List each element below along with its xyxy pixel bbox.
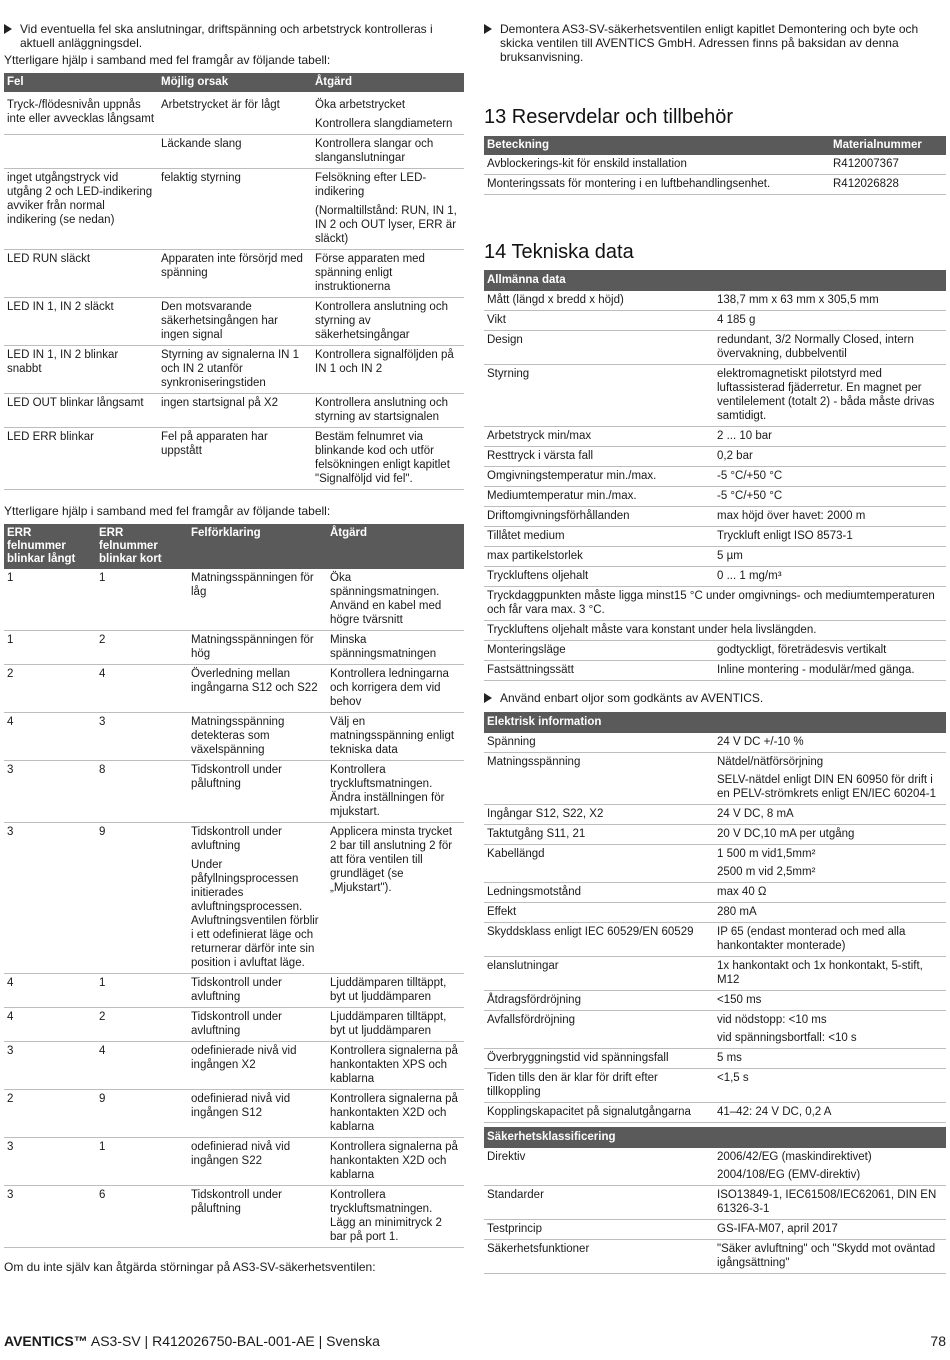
- table-row: [484, 447, 946, 467]
- value-text: 1 500 m vid1,5mm²: [717, 848, 816, 860]
- table-cell: 4: [96, 1042, 188, 1090]
- table-cell: Åtdragsfördröjning: [484, 991, 714, 1011]
- table-cell: 4: [96, 665, 188, 713]
- value-text-extra: 2004/108/EG (EMV-direktiv): [717, 1169, 861, 1181]
- table-row: [484, 883, 946, 903]
- table-cell: 4: [4, 974, 96, 1008]
- cell-text-extra: Under påfyllningsprocessen initierades avluftningsprocessen. Avluftningsventilen förblir i ett odefinierat läge och returnerar därför inte sin position i avluftat läge.: [191, 859, 319, 969]
- table-cell: Monteringssats för montering i en luftbehandlingsenhet.: [484, 175, 830, 195]
- table-cell: Mediumtemperatur min./max.: [484, 487, 714, 507]
- table-row: [4, 761, 464, 823]
- table-cell: 3: [4, 1138, 96, 1186]
- table-cell: [714, 427, 946, 447]
- value-text: godtyckligt, företrädesvis vertikalt: [717, 644, 887, 656]
- table-cell: Fastsättningssätt: [484, 661, 714, 681]
- table-row: [484, 427, 946, 447]
- table-cell: Matningsspänningen för hög: [188, 631, 327, 665]
- table-row: [484, 753, 946, 805]
- table2-intro: Ytterligare hjälp i samband med fel framgår av följande tabell:: [4, 504, 331, 518]
- table-cell: Styrning av signalerna IN 1 och IN 2 utanför synkroniseringstiden: [158, 346, 312, 394]
- table-cell: Effekt: [484, 903, 714, 923]
- value-text: 2 ... 10 bar: [717, 430, 772, 442]
- table-cell: Mått (längd x bredd x höjd): [484, 291, 714, 311]
- table-cell: Omgivningstemperatur min./max.: [484, 467, 714, 487]
- table-cell: [714, 1011, 946, 1049]
- table-row: [484, 923, 946, 957]
- triangle-bullet-icon: [484, 24, 492, 34]
- table-cell: [714, 753, 946, 805]
- footer-doc: AS3-SV | R412026750-BAL-001-AE | Svenska: [87, 1333, 380, 1349]
- table-row: [4, 665, 464, 713]
- value-text: 5 µm: [717, 550, 743, 562]
- table-cell: Förse apparaten med spänning enligt instruktionerna: [312, 250, 464, 298]
- table-row: [484, 507, 946, 527]
- demount-bullet: [484, 22, 946, 64]
- table-cell: Kontrollera ledningarna och korrigera dem vid behov: [327, 665, 464, 713]
- value-text: max höjd över havet: 2000 m: [717, 510, 866, 522]
- table-cell: 1: [4, 569, 96, 631]
- closing-text: Om du inte själv kan åtgärda störningar på AS3-SV-säkerhetsventilen:: [4, 1260, 376, 1274]
- table-cell: [714, 923, 946, 957]
- value-text: Tryckluft enligt ISO 8573-1: [717, 530, 853, 542]
- table-cell: [714, 567, 946, 587]
- value-text: 1x hankontakt och 1x honkontakt, 5-stift, M12: [717, 960, 923, 986]
- value-text: -5 °C/+50 °C: [717, 490, 783, 502]
- table-cell: [714, 1049, 946, 1069]
- table-row: [484, 1049, 946, 1069]
- table-cell: Monteringsläge: [484, 641, 714, 661]
- table-row: [4, 169, 464, 203]
- error-table-header: Åtgärd: [327, 524, 464, 569]
- triangle-bullet-icon: [4, 24, 12, 34]
- table-cell: 8: [96, 761, 188, 823]
- value-text: 41–42: 24 V DC, 0,2 A: [717, 1106, 832, 1118]
- table-row: [4, 394, 464, 428]
- table-cell: Ljuddämparen tilltäppt, byt ut ljuddämparen: [327, 1008, 464, 1042]
- table-cell: [714, 845, 946, 883]
- table-cell: Driftomgivningsförhållanden: [484, 507, 714, 527]
- table-row: [484, 733, 946, 753]
- table-row: [484, 991, 946, 1011]
- table-cell: Tiden tills den är klar för drift efter tillkoppling: [484, 1069, 714, 1103]
- table-cell: [714, 883, 946, 903]
- table-cell: 3: [4, 823, 96, 974]
- table-row: [4, 346, 464, 394]
- fault-table: [4, 73, 464, 490]
- table-cell: R412007367: [830, 155, 946, 175]
- table-cell: Resttryck i värsta fall: [484, 447, 714, 467]
- error-table-header: Felförklaring: [188, 524, 327, 569]
- table-cell: Öka arbetstrycket: [315, 99, 406, 111]
- table-cell: [714, 641, 946, 661]
- value-text-extra: 2500 m vid 2,5mm²: [717, 866, 816, 878]
- value-text: Inline montering - modulär/med gänga.: [717, 664, 915, 676]
- value-text: 24 V DC +/-10 %: [717, 736, 804, 748]
- table-row: [484, 311, 946, 331]
- table-cell: Ingångar S12, S22, X2: [484, 805, 714, 825]
- table-cell: Tryck-/flödesnivån uppnås inte eller avvecklas långsamt: [4, 92, 158, 135]
- table-cell: 1: [96, 1138, 188, 1186]
- table-cell: [714, 527, 946, 547]
- table-cell: 2: [4, 665, 96, 713]
- table-cell: 1: [96, 569, 188, 631]
- table-cell: Avblockerings-kit för enskild installation: [484, 155, 830, 175]
- demount-bullet-text: Demontera AS3-SV-säkerhetsventilen enligt kapitlet Demontering och byte och skicka ventilen till AVENTICS GmbH. Adressen finns på baksidan av denna bruksanvisning.: [500, 22, 919, 64]
- error-table-header: ERR felnummer blinkar kort: [96, 524, 188, 569]
- table-cell: Direktiv: [484, 1148, 714, 1186]
- table-cell: Matningsspänning: [484, 753, 714, 805]
- table-row: [4, 713, 464, 761]
- table-row: [484, 567, 946, 587]
- table-cell: Spänning: [484, 733, 714, 753]
- table-cell: Matningsspänning detekteras som växelspänning: [188, 713, 327, 761]
- table-row: [484, 547, 946, 567]
- table-cell: 3: [4, 1186, 96, 1248]
- table-row: [484, 1069, 946, 1103]
- table-cell: Testprincip: [484, 1220, 714, 1240]
- table-cell: Design: [484, 331, 714, 365]
- value-text: "Säker avluftning" och "Skydd mot oväntad igångsättning": [717, 1243, 936, 1269]
- table-cell: LED ERR blinkar: [4, 428, 158, 490]
- table-cell: [714, 311, 946, 331]
- table-cell: Kopplingskapacitet på signalutgångarna: [484, 1103, 714, 1123]
- fault-table-header: Fel: [4, 73, 158, 92]
- value-text-extra: SELV-nätdel enligt DIN EN 60950 för drift i en PELV-strömkrets enligt EN/IEC 60204-1: [717, 774, 937, 800]
- table-row: [484, 155, 946, 175]
- value-text: 4 185 g: [717, 314, 756, 326]
- table-cell: [714, 447, 946, 467]
- table-cell: [714, 991, 946, 1011]
- table-cell: LED RUN släckt: [4, 250, 158, 298]
- electrical-table: [484, 712, 946, 1123]
- table-cell: Tryckluftens oljehalt: [484, 567, 714, 587]
- table-note: Tryckdaggpunkten måste ligga minst15 °C under omgivnings- och mediumtemperaturen och får vara max. 3 °C.: [484, 587, 946, 621]
- value-text: 0,2 bar: [717, 450, 753, 462]
- table-cell: Den motsvarande säkerhetsingången har ingen signal: [158, 298, 312, 346]
- table-cell: 9: [96, 1090, 188, 1138]
- table-cell: Fel på apparaten har uppstått: [158, 428, 312, 490]
- table-cell: [714, 1069, 946, 1103]
- table-cell: Arbetstryck min/max: [484, 427, 714, 447]
- table-row: [4, 1008, 464, 1042]
- value-text: ISO13849-1, IEC61508/IEC62061, DIN EN 61326-3-1: [717, 1189, 937, 1215]
- table-cell: Kontrollera slangdiametern: [312, 115, 464, 135]
- table-cell: R412026828: [830, 175, 946, 195]
- table-row: [484, 641, 946, 661]
- table-cell: [714, 547, 946, 567]
- table-cell: Överbryggningstid vid spänningsfall: [484, 1049, 714, 1069]
- table-cell: Kontrollera signalerna på hankontakten X2D och kablarna: [327, 1138, 464, 1186]
- table-row: [484, 1186, 946, 1220]
- table-row: [4, 1186, 464, 1248]
- table-cell: (Normaltillstånd: RUN, IN 1, IN 2 och OUT lyser, ERR är släckt): [312, 202, 464, 250]
- table-row: [484, 805, 946, 825]
- table-cell: ingen startsignal på X2: [158, 394, 312, 428]
- table-row: [484, 1011, 946, 1049]
- table-cell: [714, 825, 946, 845]
- table-row: [4, 1138, 464, 1186]
- parts-table: [484, 136, 946, 195]
- table-cell: Tidskontroll under påluftning: [188, 1186, 327, 1248]
- table-cell: odefinierad nivå vid ingången S12: [188, 1090, 327, 1138]
- section-13-title: 13 Reservdelar och tillbehör: [484, 106, 734, 128]
- parts-table-header: Materialnummer: [830, 136, 946, 155]
- table-cell: 3: [4, 1042, 96, 1090]
- table-cell: 4: [4, 1008, 96, 1042]
- table-row: [484, 365, 946, 427]
- table-row: [484, 825, 946, 845]
- table-cell: Taktutgång S11, 21: [484, 825, 714, 845]
- error-table-header: ERR felnummer blinkar långt: [4, 524, 96, 569]
- table-cell: Ljuddämparen tilltäppt, byt ut ljuddämparen: [327, 974, 464, 1008]
- table-cell: Välj en matningsspänning enligt tekniska data: [327, 713, 464, 761]
- table-row: [484, 903, 946, 923]
- table-cell: Tillåtet medium: [484, 527, 714, 547]
- fault-table-header: Möjlig orsak: [158, 73, 312, 92]
- safety-table: [484, 1127, 946, 1274]
- value-text: elektromagnetiskt pilotstyrd med luftassisterad fjäderretur. En magnet per ventilelement (totalt 2) - båda måste drivas samtidigt.: [717, 368, 935, 422]
- table-cell: Kontrollera signalföljden på IN 1 och IN 2: [312, 346, 464, 394]
- value-text: -5 °C/+50 °C: [717, 470, 783, 482]
- value-text: 2006/42/EG (maskindirektivet): [717, 1151, 872, 1163]
- value-text: <1,5 s: [717, 1072, 749, 1084]
- section-14-title: 14 Tekniska data: [484, 241, 634, 263]
- table-cell: [714, 1220, 946, 1240]
- intro-bullet-text: Vid eventuella fel ska anslutningar, driftspänning och arbetstryck kontrolleras i aktuell anläggningsdel.: [20, 22, 433, 50]
- parts-table-header: Beteckning: [484, 136, 830, 155]
- table-row: [484, 1240, 946, 1274]
- value-text-extra: vid spänningsbortfall: <10 s: [717, 1032, 857, 1044]
- table-cell: Bestäm felnumret via blinkande kod och utför felsökningen enligt kapitlet "Signalföljd vid fel".: [312, 428, 464, 490]
- table-row: [4, 569, 464, 631]
- table-cell: odefinierade nivå vid ingången X2: [188, 1042, 327, 1090]
- table-row: [484, 467, 946, 487]
- table-cell: Överledning mellan ingångarna S12 och S22: [188, 665, 327, 713]
- table-cell: Öka spänningsmatningen. Använd en kabel med högre tvärsnitt: [327, 569, 464, 631]
- table-cell: [714, 1103, 946, 1123]
- triangle-bullet-icon: [484, 693, 492, 703]
- value-text: vid nödstopp: <10 ms: [717, 1014, 827, 1026]
- table-cell: 6: [96, 1186, 188, 1248]
- cell-text: Tidskontroll under avluftning: [191, 826, 282, 852]
- table-cell: [714, 733, 946, 753]
- table-cell: [714, 1240, 946, 1274]
- value-text: IP 65 (endast monterad och med alla hankontakter monterade): [717, 926, 906, 952]
- table-cell: Säkerhetsfunktioner: [484, 1240, 714, 1274]
- table-cell: Tidskontroll under avluftning: [188, 974, 327, 1008]
- table-cell: Kontrollera tryckluftsmatningen. Lägg an minimitryck 2 bar på port 1.: [327, 1186, 464, 1248]
- intro-bullet: [4, 22, 464, 50]
- table-row: [484, 621, 946, 641]
- table-cell: [188, 823, 327, 974]
- value-text: 0 ... 1 mg/m³: [717, 570, 782, 582]
- table-cell: Kontrollera signalerna på hankontakten XPS och kablarna: [327, 1042, 464, 1090]
- table-cell: Skyddsklass enligt IEC 60529/EN 60529: [484, 923, 714, 957]
- table-cell: Kontrollera slangar och slanganslutningar: [312, 135, 464, 169]
- safety-header: Säkerhetsklassificering: [484, 1127, 946, 1148]
- table-row: [4, 823, 464, 974]
- table-cell: Arbetstrycket är för lågt: [158, 92, 312, 135]
- table-cell: Kontrollera signalerna på hankontakten X2D och kablarna: [327, 1090, 464, 1138]
- table-cell: Kontrollera anslutning och styrning av säkerhetsingångar: [312, 298, 464, 346]
- table-cell: Tidskontroll under avluftning: [188, 1008, 327, 1042]
- table-cell: Vikt: [484, 311, 714, 331]
- table-cell: Kabellängd: [484, 845, 714, 883]
- table-cell: Ledningsmotstånd: [484, 883, 714, 903]
- table-row: [484, 1220, 946, 1240]
- page-footer: [4, 1333, 946, 1349]
- intro-text: Ytterligare hjälp i samband med fel framgår av följande tabell:: [4, 53, 331, 67]
- value-text: redundant, 3/2 Normally Closed, intern övervakning, dubbelventil: [717, 334, 914, 360]
- table-cell: Kontrollera anslutning och styrning av startsignalen: [312, 394, 464, 428]
- table-row: [484, 487, 946, 507]
- left-column: [4, 0, 464, 1274]
- general-data-table: [484, 270, 946, 681]
- table-cell: [4, 135, 158, 169]
- general-data-header: Allmänna data: [484, 270, 946, 291]
- table-cell: 3: [4, 761, 96, 823]
- table-cell: [714, 957, 946, 991]
- table-cell: 4: [4, 713, 96, 761]
- table-row: [484, 661, 946, 681]
- table-row: [4, 135, 464, 169]
- footer-brand: AVENTICS™: [4, 1333, 88, 1349]
- table-row: [484, 1148, 946, 1186]
- table-row: [4, 428, 464, 490]
- table-cell: inget utgångstryck vid utgång 2 och LED-indikering avviker från normal indikering (se nedan): [4, 169, 158, 250]
- table-cell: Matningsspänningen för låg: [188, 569, 327, 631]
- oil-bullet: [484, 691, 946, 705]
- table-row: [4, 631, 464, 665]
- table-cell: [714, 507, 946, 527]
- table-row: [4, 92, 464, 115]
- table-row: [4, 974, 464, 1008]
- error-code-table: [4, 524, 464, 1248]
- table-cell: [714, 365, 946, 427]
- footer-doc-id: [4, 1333, 380, 1349]
- table-cell: 9: [96, 823, 188, 974]
- table-cell: Applicera minsta trycket 2 bar till anslutning 2 för att föra ventilen till grundläget (se „Mjukstart").: [327, 823, 464, 974]
- table-cell: 2: [96, 631, 188, 665]
- oil-bullet-text: Använd enbart oljor som godkänts av AVENTICS.: [500, 691, 764, 705]
- table-cell: [714, 1186, 946, 1220]
- table-cell: [714, 1148, 946, 1186]
- value-text: 280 mA: [717, 906, 757, 918]
- table-cell: Apparaten inte försörjd med spänning: [158, 250, 312, 298]
- table-cell: Minska spänningsmatningen: [327, 631, 464, 665]
- table-cell: felaktig styrning: [158, 169, 312, 250]
- table-row: [484, 957, 946, 991]
- table-cell: LED IN 1, IN 2 blinkar snabbt: [4, 346, 158, 394]
- table-cell: [714, 661, 946, 681]
- table-row: [4, 1090, 464, 1138]
- table-cell: [714, 331, 946, 365]
- table-cell: LED IN 1, IN 2 släckt: [4, 298, 158, 346]
- table-row: [4, 298, 464, 346]
- table-cell: [714, 903, 946, 923]
- table-cell: Felsökning efter LED-indikering: [315, 172, 427, 198]
- table-row: [484, 175, 946, 195]
- fault-table-header: Åtgärd: [312, 73, 464, 92]
- table-cell: Avfallsfördröjning: [484, 1011, 714, 1049]
- table-cell: Standarder: [484, 1186, 714, 1220]
- table-row: [484, 587, 946, 621]
- table-cell: 1: [96, 974, 188, 1008]
- table-cell: [714, 291, 946, 311]
- table-row: [4, 1042, 464, 1090]
- value-text: 24 V DC, 8 mA: [717, 808, 794, 820]
- table-cell: [714, 487, 946, 507]
- value-text: <150 ms: [717, 994, 762, 1006]
- table-cell: 2: [4, 1090, 96, 1138]
- table-row: [484, 1103, 946, 1123]
- table-cell: Läckande slang: [158, 135, 312, 169]
- table-cell: elanslutningar: [484, 957, 714, 991]
- table-row: [484, 527, 946, 547]
- table-row: [4, 250, 464, 298]
- table-cell: max partikelstorlek: [484, 547, 714, 567]
- electrical-header: Elektrisk information: [484, 712, 946, 733]
- table-cell: [714, 805, 946, 825]
- table-cell: Kontrollera tryckluftsmatningen. Ändra inställningen för mjukstart.: [327, 761, 464, 823]
- right-column: [484, 0, 946, 1274]
- value-text: GS-IFA-M07, april 2017: [717, 1223, 838, 1235]
- table-cell: LED OUT blinkar långsamt: [4, 394, 158, 428]
- table-note: Tryckluftens oljehalt måste vara konstant under hela livslängden.: [484, 621, 946, 641]
- page-number: 78: [930, 1333, 946, 1349]
- table-cell: Styrning: [484, 365, 714, 427]
- table-cell: 2: [96, 1008, 188, 1042]
- table-row: [484, 845, 946, 883]
- value-text: Nätdel/nätförsörjning: [717, 756, 824, 768]
- table-cell: [714, 467, 946, 487]
- table-row: [484, 331, 946, 365]
- table-cell: 1: [4, 631, 96, 665]
- value-text: 20 V DC,10 mA per utgång: [717, 828, 855, 840]
- value-text: max 40 Ω: [717, 886, 767, 898]
- value-text: 5 ms: [717, 1052, 742, 1064]
- table-cell: 3: [96, 713, 188, 761]
- table-cell: odefinierad nivå vid ingången S22: [188, 1138, 327, 1186]
- table-row: [484, 291, 946, 311]
- value-text: 138,7 mm x 63 mm x 305,5 mm: [717, 294, 879, 306]
- table-cell: Tidskontroll under påluftning: [188, 761, 327, 823]
